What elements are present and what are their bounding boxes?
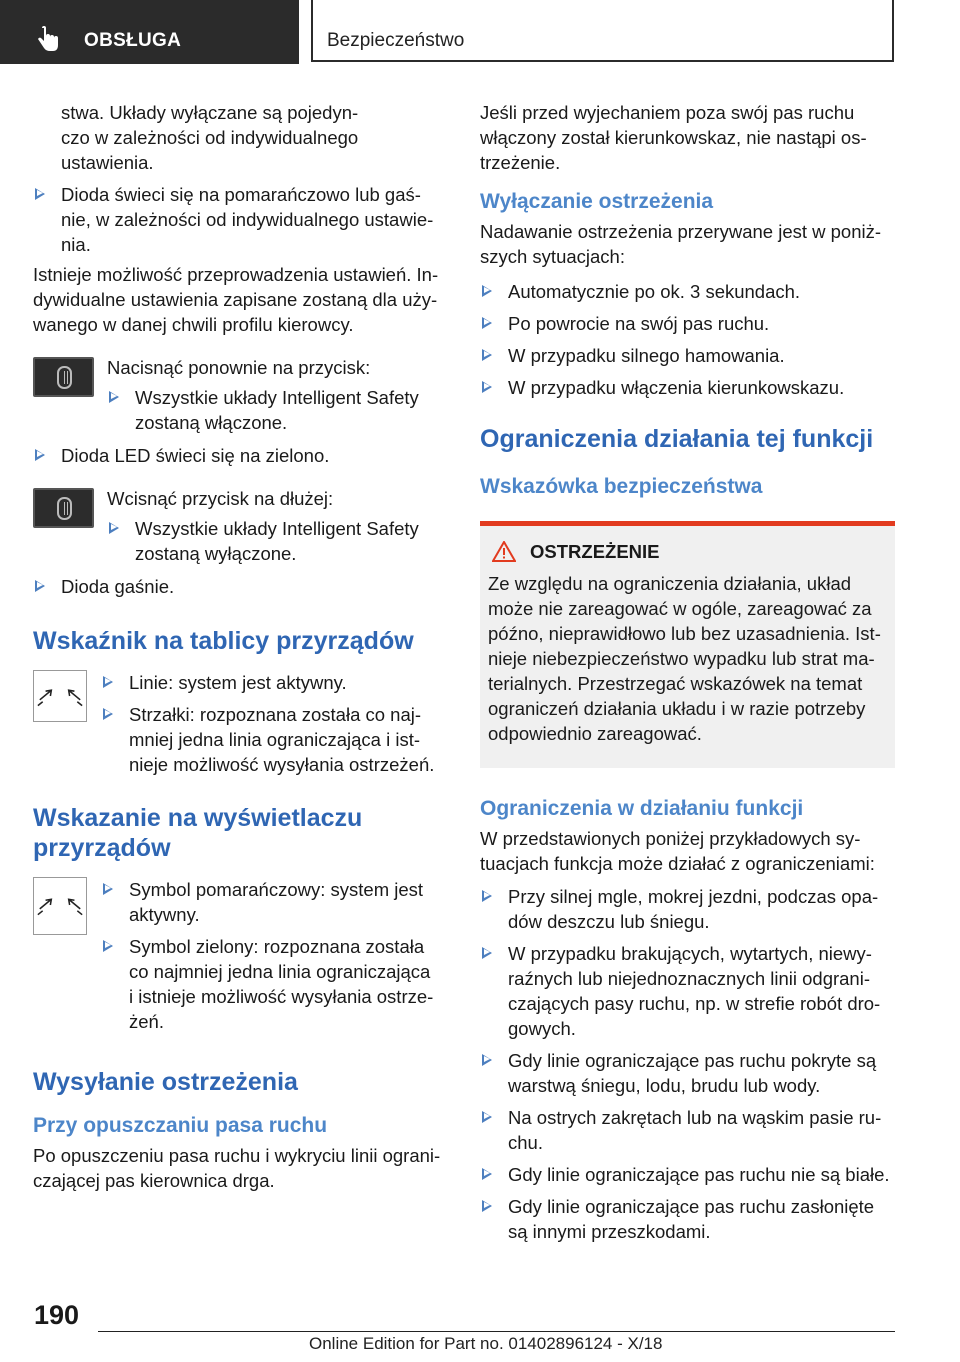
list-item-text: W przypadku silnego hamowania. [508, 345, 785, 366]
bullet-triangle-icon [35, 449, 45, 461]
bullet-triangle-icon [482, 317, 492, 329]
list-item [480, 1105, 895, 1155]
bullet-triangle-icon [482, 890, 492, 902]
list-item-text: Gdy linie ograniczające pas ruchu pokryte są warstwą śniegu, lodu, brudu lub wody. [508, 1050, 877, 1096]
page-number: 190 [34, 1300, 80, 1330]
bullet-triangle-icon [482, 1168, 492, 1180]
function-limits-text: W przedstawionych poniżej przykładowych sy- tuacjach funkcja może działać z ograniczeniami: [480, 828, 875, 874]
right-column [480, 100, 895, 1244]
lane-departure-icon [33, 670, 87, 722]
list-item-text: Symbol pomarańczowy: system jest aktywny. [129, 879, 424, 925]
list-item-text: Wszystkie układy Intelligent Safety zostaną wyłączone. [135, 518, 419, 564]
header-section-tab [0, 0, 299, 64]
instruction-text: Nacisnąć ponownie na przycisk: [107, 357, 371, 378]
list-item [480, 1194, 895, 1244]
footer-divider [98, 1331, 895, 1332]
list-item-text: Dioda gaśnie. [61, 576, 175, 597]
list-item [101, 702, 448, 777]
bullet-triangle-icon [482, 947, 492, 959]
bullet-triangle-icon [103, 940, 113, 952]
warning-bar [480, 521, 895, 526]
continued-text: stwa. Układy wyłączane są pojedyn- czo w zależności od indywidualnego ustawienia. [61, 102, 359, 173]
list-item [480, 1048, 895, 1098]
bullet-triangle-icon [482, 1054, 492, 1066]
heading-cluster: Wskaźnik na tablicy przyrządów [33, 627, 414, 655]
intelligent-safety-button-icon [33, 357, 94, 397]
list-item [33, 574, 448, 599]
bullet-triangle-icon [482, 1200, 492, 1212]
list-item [33, 182, 448, 257]
instruction-text: Wcisnąć przycisk na dłużej: [107, 488, 334, 509]
cancel-text: Nadawanie ostrzeżenia przerywane jest w poniż- szych sytuacjach: [480, 221, 882, 267]
list-item-text: Przy silnej mgle, mokrej jezdni, podczas opa- dów deszczu lub śniegu. [508, 886, 879, 932]
bullet-triangle-icon [103, 708, 113, 720]
list-item-text: Na ostrych zakrętach lub na wąskim pasie ru- chu. [508, 1107, 882, 1153]
list-item [101, 877, 448, 927]
list-item-text: Automatycznie po ok. 3 sekundach. [508, 281, 801, 302]
list-item [107, 385, 448, 435]
list-item-text: Strzałki: rozpoznana została co naj- mniej jedna linia ograniczająca i ist- nieje możliwość wysyłania ostrzeżeń. [129, 704, 435, 775]
button-instruction [33, 355, 448, 435]
lane-departure-icon [33, 877, 87, 935]
leaving-lane-text: Po opuszczeniu pasa ruchu i wykryciu linii ograni- czającej pas kierownica drga. [33, 1145, 441, 1191]
list-item-text: Wszystkie układy Intelligent Safety zostaną włączone. [135, 387, 419, 433]
chapter-label: Bezpieczeństwo [327, 30, 465, 51]
bullet-triangle-icon [482, 285, 492, 297]
list-item [480, 1162, 895, 1187]
heading-safety-note: Wskazówka bezpieczeństwa [480, 475, 763, 498]
list-item-text: Po powrocie na swój pas ruchu. [508, 313, 770, 334]
header-chapter-tab [311, 0, 894, 62]
heading-display: Wskazanie na wyświetlaczu przyrządów [33, 804, 363, 862]
button-instruction [33, 486, 448, 566]
bullet-triangle-icon [482, 1111, 492, 1123]
list-item-text: Linie: system jest aktywny. [129, 672, 347, 693]
footer-edition: Online Edition for Part no. 01402896124 - X/18 [309, 1334, 663, 1353]
list-item-text: Symbol zielony: rozpoznana została co najmniej jedna linia ograniczająca i istnieje możliwość wysyłania ostrze- żeń. [129, 936, 434, 1032]
list-item-text: Gdy linie ograniczające pas ruchu zasłonięte są innymi przeszkodami. [508, 1196, 875, 1242]
bullet-triangle-icon [482, 381, 492, 393]
list-item-text: Dioda LED świeci się na zielono. [61, 445, 330, 466]
left-column [33, 100, 448, 1193]
bullet-triangle-icon [103, 676, 113, 688]
warning-triangle-icon [492, 541, 516, 562]
hand-icon [38, 26, 60, 52]
heading-warning: Wysyłanie ostrzeżenia [33, 1068, 298, 1096]
list-item [480, 343, 895, 368]
list-item [33, 443, 448, 468]
bullet-triangle-icon [35, 580, 45, 592]
warning-title: OSTRZEŻENIE [530, 541, 660, 562]
intelligent-safety-button-icon [33, 488, 94, 528]
bullet-triangle-icon [109, 391, 119, 403]
list-item-text: W przypadku włączenia kierunkowskazu. [508, 377, 845, 398]
display-indicator [33, 877, 448, 1034]
list-item [480, 884, 895, 934]
list-item [101, 670, 448, 695]
list-item [480, 941, 895, 1041]
list-item-text: W przypadku brakujących, wytartych, niewy- raźnych lub niejednoznacznych linii odgrani- czających pasy ruchu, np. w strefie robót dro- gowych. [508, 943, 881, 1039]
settings-paragraph: Istnieje możliwość przeprowadzenia ustawień. In- dywidualne ustawienia zapisane zostaną dla uży- wanego w danej chwili profilu kierowcy. [33, 264, 439, 335]
heading-leaving-lane: Przy opuszczaniu pasa ruchu [33, 1114, 328, 1137]
list-item [107, 516, 448, 566]
heading-limits: Ograniczenia działania tej funkcji [480, 425, 874, 453]
warning-text: Ze względu na ograniczenia działania, układ może nie zareagować w ogóle, zareagować za późno, nieprawidłowo lub bez uzasadnienia. Ist- nieje niebezpieczeństwo wypadku lub strat ma- terialnych. Przestrzegać wskazówek na temat ograniczeń działania układu i w razie potrzeby odpowiednio zareagować. [488, 573, 881, 744]
bullet-triangle-icon [109, 522, 119, 534]
heading-cancel-warning: Wyłączanie ostrzeżenia [480, 190, 714, 213]
bullet-triangle-icon [35, 188, 45, 200]
list-item [480, 375, 895, 400]
bullet-triangle-icon [482, 349, 492, 361]
list-item [480, 279, 895, 304]
cluster-indicator [33, 670, 448, 777]
heading-function-limits: Ograniczenia w działaniu funkcji [480, 797, 804, 820]
list-item-text: Gdy linie ograniczające pas ruchu nie są białe. [508, 1164, 890, 1185]
warning-box [480, 521, 895, 768]
bullet-triangle-icon [103, 883, 113, 895]
list-item-text: Dioda świeci się na pomarańczowo lub gaś- nie, w zależności od indywidualnego ustawie- nia. [61, 184, 434, 255]
turn-signal-text: Jeśli przed wyjechaniem poza swój pas ruchu włączony został kierunkowskaz, nie nastąpi os- trzeżenie. [480, 102, 867, 173]
list-item [101, 934, 448, 1034]
list-item [480, 311, 895, 336]
section-label: OBSŁUGA [84, 30, 182, 51]
